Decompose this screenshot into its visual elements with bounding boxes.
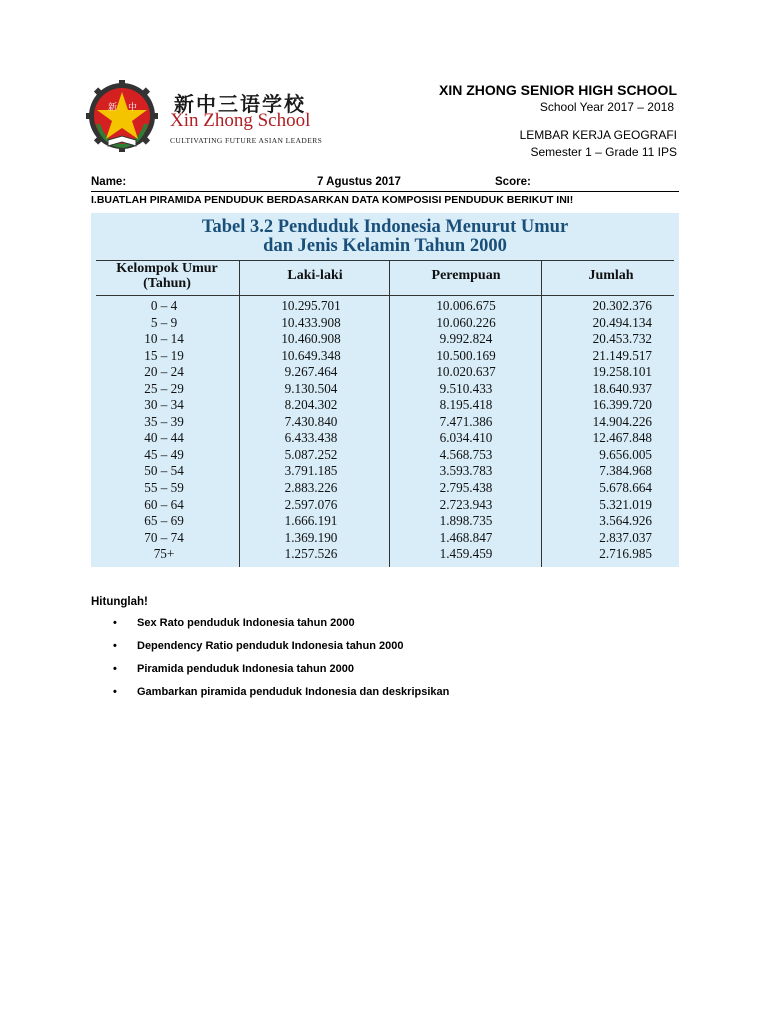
cell-female: 10.060.226 <box>436 314 496 330</box>
header-total: Jumlah <box>588 268 634 283</box>
task-item <box>113 639 449 662</box>
cell-female: 2.723.943 <box>439 496 493 512</box>
cell-male: 10.460.908 <box>281 331 341 347</box>
cell-age: 55 – 59 <box>144 480 184 496</box>
cell-age: 10 – 14 <box>144 331 184 347</box>
header-male: Laki-laki <box>287 268 343 283</box>
cell-total: 3.564.926 <box>599 513 652 529</box>
table-row <box>91 497 679 514</box>
header-age-line2: (Tahun) <box>143 276 191 291</box>
cell-male: 1.369.190 <box>284 529 338 545</box>
table-row <box>91 397 679 414</box>
cell-total: 18.640.937 <box>592 380 652 396</box>
cell-age: 60 – 64 <box>144 496 184 512</box>
bullet-icon: • <box>113 663 117 675</box>
brand-tagline: CULTIVATING FUTURE ASIAN LEADERS <box>170 136 323 145</box>
cell-male: 6.433.438 <box>284 430 338 446</box>
header-age-group <box>97 261 237 291</box>
table-row <box>91 331 679 348</box>
cell-female: 4.568.753 <box>439 446 493 462</box>
task-text: Dependency Ratio penduduk Indonesia tahun 2000 <box>137 640 404 652</box>
cell-male: 10.295.701 <box>281 298 341 313</box>
cell-male: 3.791.185 <box>284 463 338 479</box>
tasks-title: Hitunglah! <box>91 596 148 608</box>
cell-total: 7.384.968 <box>599 463 652 479</box>
cell-total: 20.494.134 <box>592 314 652 330</box>
name-label: Name: <box>91 176 127 188</box>
cell-male: 10.649.348 <box>281 347 341 363</box>
instruction-text: I.BUATLAH PIRAMIDA PENDUDUK BERDASARKAN DATA KOMPOSISI PENDUDUK BERIKUT INI! <box>91 194 574 206</box>
table-row <box>91 447 679 464</box>
cell-total: 2.716.985 <box>599 546 652 562</box>
worksheet-title: LEMBAR KERJA GEOGRAFI <box>519 128 677 142</box>
semester-info: Semester 1 – Grade 11 IPS <box>530 145 677 159</box>
cell-age: 20 – 24 <box>144 364 184 380</box>
table-header-rule <box>96 295 674 296</box>
cell-female: 8.195.418 <box>439 397 493 413</box>
cell-female: 7.471.386 <box>439 413 493 429</box>
date-text: 7 Agustus 2017 <box>317 176 401 188</box>
table-row <box>91 298 679 315</box>
cell-total: 19.258.101 <box>592 364 652 380</box>
cell-total: 5.678.664 <box>599 480 652 496</box>
table-row <box>91 381 679 398</box>
table-row <box>91 414 679 431</box>
cell-total: 2.837.037 <box>599 529 652 545</box>
cell-female: 9.510.433 <box>439 380 493 396</box>
cell-male: 2.597.076 <box>284 496 338 512</box>
cell-female: 10.006.675 <box>436 298 496 313</box>
cell-female: 6.034.410 <box>439 430 493 446</box>
table-row <box>91 348 679 365</box>
task-text: Piramida penduduk Indonesia tahun 2000 <box>137 663 354 675</box>
brand-name-chinese: 新中三语学校 <box>174 92 306 116</box>
cell-age: 30 – 34 <box>144 397 184 413</box>
task-text: Sex Rato penduduk Indonesia tahun 2000 <box>137 617 355 629</box>
bullet-icon: • <box>113 617 117 629</box>
table-title-line2: dan Jenis Kelamin Tahun 2000 <box>263 236 507 256</box>
table-row <box>91 364 679 381</box>
cell-total: 9.656.005 <box>599 446 652 462</box>
table-row <box>91 546 679 563</box>
cell-age: 75+ <box>153 546 175 562</box>
cell-age: 65 – 69 <box>144 513 184 529</box>
cell-age: 70 – 74 <box>144 529 184 545</box>
cell-total: 5.321.019 <box>599 496 652 512</box>
table-row <box>91 530 679 547</box>
cell-male: 9.130.504 <box>284 380 338 396</box>
cell-age: 35 – 39 <box>144 413 184 429</box>
cell-male: 2.883.226 <box>284 480 338 496</box>
school-logo <box>86 80 158 152</box>
cell-male: 9.267.464 <box>284 364 338 380</box>
table-row <box>91 315 679 332</box>
badge-char-right: 中 <box>128 103 138 113</box>
cell-female: 1.468.847 <box>439 529 493 545</box>
cell-total: 14.904.226 <box>592 413 652 429</box>
cell-total: 20.453.732 <box>592 331 652 347</box>
cell-female: 2.795.438 <box>439 480 493 496</box>
table-row <box>91 430 679 447</box>
cell-male: 10.433.908 <box>281 314 341 330</box>
cell-female: 9.992.824 <box>439 331 493 347</box>
cell-age: 15 – 19 <box>144 347 184 363</box>
bullet-icon: • <box>113 686 117 698</box>
divider <box>91 191 679 192</box>
score-label: Score: <box>495 176 531 188</box>
cell-female: 1.459.459 <box>439 546 493 562</box>
cell-age: 0 – 4 <box>150 298 178 313</box>
cell-female: 10.500.169 <box>436 347 496 363</box>
cell-male: 7.430.840 <box>284 413 338 429</box>
cell-age: 25 – 29 <box>144 380 184 396</box>
brand-name-english: Xin Zhong School <box>170 110 311 131</box>
task-text: Gambarkan piramida penduduk Indonesia dan deskripsikan <box>137 686 450 698</box>
table-row <box>91 463 679 480</box>
bullet-icon: • <box>113 640 117 652</box>
task-item <box>113 662 449 685</box>
task-item <box>113 685 449 708</box>
cell-female: 1.898.735 <box>439 513 493 529</box>
task-item <box>113 616 449 639</box>
table-row <box>91 513 679 530</box>
cell-age: 45 – 49 <box>144 446 184 462</box>
header-female: Perempuan <box>431 268 501 283</box>
cell-female: 3.593.783 <box>439 463 493 479</box>
cell-age: 40 – 44 <box>144 430 184 446</box>
cell-age: 5 – 9 <box>150 314 178 330</box>
population-table <box>91 213 679 567</box>
cell-male: 5.087.252 <box>284 446 338 462</box>
cell-male: 1.666.191 <box>284 513 338 529</box>
table-row <box>91 480 679 497</box>
cell-total: 21.149.517 <box>592 347 652 363</box>
task-list <box>113 616 449 708</box>
header-age-line1: Kelompok Umur <box>116 261 218 276</box>
school-name: XIN ZHONG SENIOR HIGH SCHOOL <box>438 82 677 98</box>
cell-male: 1.257.526 <box>284 546 338 562</box>
cell-total: 16.399.720 <box>592 397 652 413</box>
badge-char-left: 新 <box>108 103 118 113</box>
cell-total: 12.467.848 <box>592 430 652 446</box>
cell-age: 50 – 54 <box>144 463 184 479</box>
cell-male: 8.204.302 <box>284 397 338 413</box>
cell-total: 20.302.376 <box>592 298 652 313</box>
table-title-line1: Tabel 3.2 Penduduk Indonesia Menurut Umur <box>201 217 569 237</box>
table-body <box>91 298 679 563</box>
school-year: School Year 2017 – 2018 <box>539 100 674 114</box>
cell-female: 10.020.637 <box>436 364 496 380</box>
